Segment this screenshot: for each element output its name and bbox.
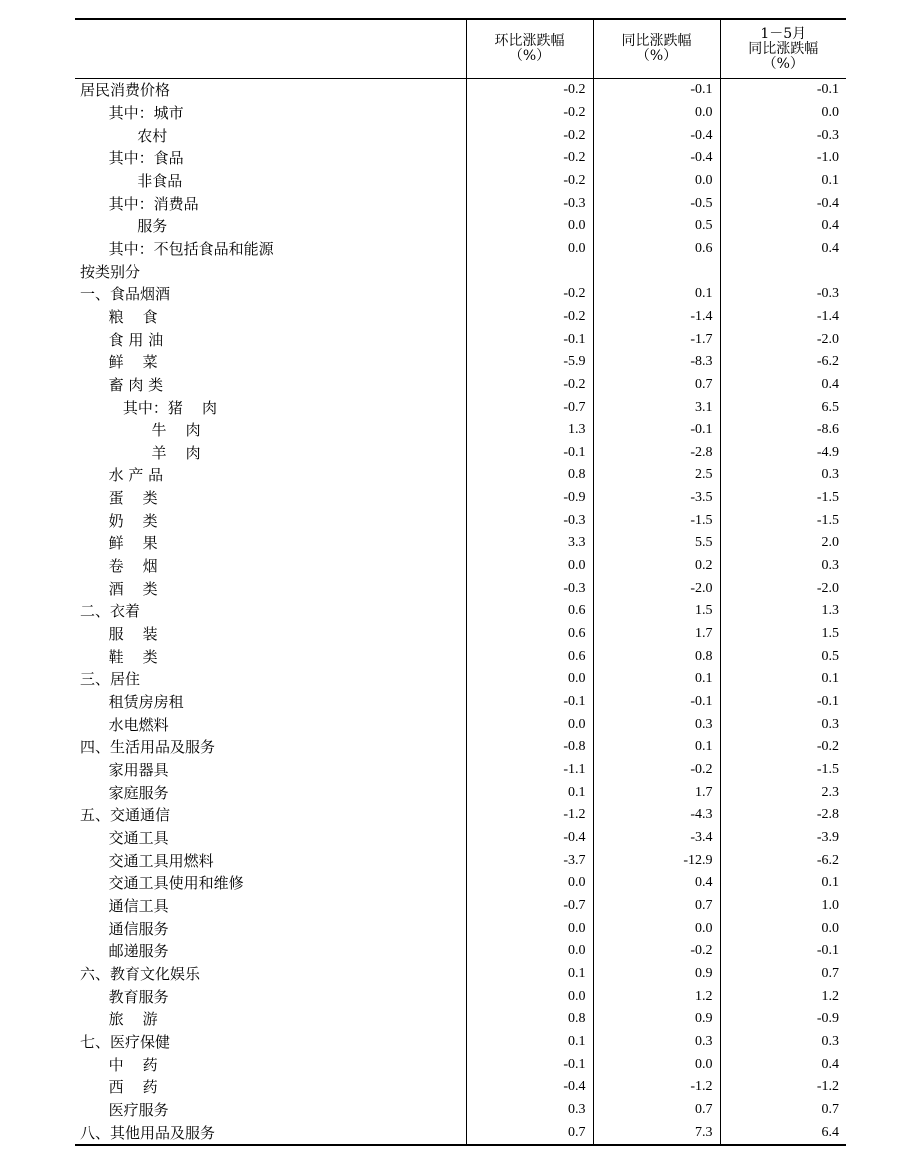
table-row — [75, 215, 846, 238]
mom-value: -0.3 — [466, 192, 593, 215]
header-mom-change — [466, 19, 593, 79]
mom-value: 0.0 — [466, 555, 593, 578]
ytd-value: -6.2 — [720, 849, 846, 872]
row-label: 鲜 菜 — [80, 353, 158, 372]
table-row — [75, 985, 846, 1008]
row-label: 二、衣着 — [80, 602, 141, 621]
table-row — [75, 170, 846, 193]
row-label: 五、交通通信 — [80, 806, 171, 825]
mom-value: 0.0 — [466, 215, 593, 238]
row-label: 旅 游 — [80, 1010, 158, 1029]
yoy-value: 0.9 — [593, 963, 720, 986]
yoy-value: 0.0 — [593, 917, 720, 940]
row-label: 酒 类 — [80, 579, 158, 598]
ytd-value: 2.0 — [720, 532, 846, 555]
mom-value: 0.0 — [466, 917, 593, 940]
ytd-value: 0.1 — [720, 668, 846, 691]
mom-value: 0.0 — [466, 872, 593, 895]
row-label: 水 产 品 — [80, 466, 164, 485]
yoy-value: -3.5 — [593, 487, 720, 510]
yoy-value: 0.2 — [593, 555, 720, 578]
mom-value: -0.7 — [466, 895, 593, 918]
row-label: 其中：消费品 — [80, 194, 199, 213]
row-label: 交通工具使用和维修 — [80, 874, 244, 893]
mom-value: -0.2 — [466, 147, 593, 170]
ytd-value: 0.5 — [720, 645, 846, 668]
ytd-value: 0.3 — [720, 1031, 846, 1054]
yoy-value: 0.1 — [593, 736, 720, 759]
yoy-value: -8.3 — [593, 351, 720, 374]
ytd-value: -8.6 — [720, 419, 846, 442]
ytd-value: -6.2 — [720, 351, 846, 374]
yoy-value: 0.7 — [593, 895, 720, 918]
table-row — [75, 1076, 846, 1099]
row-label: 一、食品烟酒 — [80, 285, 171, 304]
cpi-table-container — [75, 18, 846, 1146]
row-label: 牛 肉 — [80, 421, 201, 440]
mom-value: 0.3 — [466, 1099, 593, 1122]
yoy-value: -0.1 — [593, 79, 720, 102]
row-label: 中 药 — [80, 1055, 158, 1074]
row-label: 服务 — [80, 217, 168, 236]
header-ytd-line1: 1－5月 — [760, 25, 807, 42]
header-yoy-change — [593, 19, 720, 79]
mom-value: -0.3 — [466, 577, 593, 600]
yoy-value: -0.2 — [593, 759, 720, 782]
row-label: 八、其他用品及服务 — [75, 1121, 466, 1145]
ytd-value: -2.0 — [720, 577, 846, 600]
table-row — [75, 283, 846, 306]
row-label: 租赁房房租 — [80, 693, 184, 712]
mom-value: -0.2 — [466, 283, 593, 306]
mom-value: -0.2 — [466, 79, 593, 102]
mom-value: -0.2 — [466, 306, 593, 329]
row-label: 其中：城市 — [80, 103, 184, 122]
mom-value: -0.3 — [466, 509, 593, 532]
table-row — [75, 374, 846, 397]
row-label: 按类别分 — [80, 262, 141, 281]
row-label: 卷 烟 — [80, 557, 158, 576]
header-yoy-line2: （%） — [635, 48, 678, 64]
ytd-value: -0.1 — [720, 940, 846, 963]
ytd-value: 0.3 — [720, 555, 846, 578]
ytd-value: 0.3 — [720, 464, 846, 487]
mom-value: 3.3 — [466, 532, 593, 555]
table-row — [75, 917, 846, 940]
mom-value: -0.4 — [466, 827, 593, 850]
row-label: 六、教育文化娱乐 — [80, 964, 201, 983]
ytd-value: 1.2 — [720, 985, 846, 1008]
yoy-value: -0.4 — [593, 147, 720, 170]
ytd-value: 0.0 — [720, 102, 846, 125]
row-label: 四、生活用品及服务 — [80, 738, 216, 757]
row-label: 家庭服务 — [80, 783, 169, 802]
yoy-value: 0.1 — [593, 668, 720, 691]
yoy-value: 0.1 — [593, 283, 720, 306]
mom-value: 0.6 — [466, 600, 593, 623]
table-row — [75, 940, 846, 963]
yoy-value: -1.5 — [593, 509, 720, 532]
mom-value: 0.1 — [466, 781, 593, 804]
yoy-value: 1.7 — [593, 781, 720, 804]
ytd-value: 0.7 — [720, 1099, 846, 1122]
ytd-value: -0.1 — [720, 79, 846, 102]
yoy-value: -1.2 — [593, 1076, 720, 1099]
yoy-value: 0.7 — [593, 374, 720, 397]
ytd-value: -0.3 — [720, 124, 846, 147]
mom-value: -0.1 — [466, 442, 593, 465]
yoy-value: -1.7 — [593, 328, 720, 351]
mom-value: 0.8 — [466, 464, 593, 487]
mom-value: 0.1 — [466, 963, 593, 986]
table-row — [75, 532, 846, 555]
ytd-value: -1.0 — [720, 147, 846, 170]
table-row — [75, 79, 846, 102]
header-mom-line2: （%） — [508, 48, 551, 64]
row-label: 七、医疗保健 — [80, 1032, 171, 1051]
ytd-value: -2.8 — [720, 804, 846, 827]
ytd-value: -1.2 — [720, 1076, 846, 1099]
yoy-value: 0.3 — [593, 713, 720, 736]
yoy-value: 3.1 — [593, 396, 720, 419]
table-row — [75, 124, 846, 147]
yoy-value: 0.0 — [593, 102, 720, 125]
table-row — [75, 713, 846, 736]
mom-value: -0.1 — [466, 1053, 593, 1076]
table-row — [75, 487, 846, 510]
ytd-value: -1.4 — [720, 306, 846, 329]
row-label: 居民消费价格 — [80, 81, 171, 100]
yoy-value — [593, 260, 720, 283]
table-row — [75, 623, 846, 646]
row-label: 食 用 油 — [80, 330, 164, 349]
yoy-value: 1.5 — [593, 600, 720, 623]
ytd-value: -1.5 — [720, 759, 846, 782]
yoy-value: 0.7 — [593, 1099, 720, 1122]
ytd-value: 0.4 — [720, 374, 846, 397]
yoy-value: -4.3 — [593, 804, 720, 827]
row-label: 鞋 类 — [80, 647, 158, 666]
table-row — [75, 736, 846, 759]
mom-value: -0.2 — [466, 102, 593, 125]
yoy-value: 0.5 — [593, 215, 720, 238]
mom-value: -0.4 — [466, 1076, 593, 1099]
table-row — [75, 781, 846, 804]
table-row — [75, 645, 846, 668]
table-row — [75, 1008, 846, 1031]
table-row — [75, 1099, 846, 1122]
header-ytd-yoy-change — [720, 19, 846, 79]
mom-value: -0.7 — [466, 396, 593, 419]
yoy-value: 0.0 — [593, 1053, 720, 1076]
yoy-value: -12.9 — [593, 849, 720, 872]
table-body — [75, 79, 846, 1145]
ytd-value: 1.0 — [720, 895, 846, 918]
ytd-value: 6.5 — [720, 396, 846, 419]
row-label: 其中：食品 — [80, 149, 184, 168]
mom-value: -0.1 — [466, 691, 593, 714]
yoy-value: -0.1 — [593, 691, 720, 714]
yoy-value: -3.4 — [593, 827, 720, 850]
row-label: 家用器具 — [80, 761, 169, 780]
yoy-value: 5.5 — [593, 532, 720, 555]
table-row — [75, 351, 846, 374]
ytd-value: 0.4 — [720, 238, 846, 261]
mom-value: 0.6 — [466, 623, 593, 646]
row-label: 交通工具用燃料 — [80, 851, 214, 870]
row-label: 畜 肉 类 — [80, 375, 164, 394]
row-label: 非食品 — [80, 171, 183, 190]
row-label: 其中：不包括食品和能源 — [80, 239, 274, 258]
yoy-value: 2.5 — [593, 464, 720, 487]
row-label: 医疗服务 — [80, 1100, 169, 1119]
header-ytd-line2: 同比涨跌幅 — [748, 40, 819, 57]
table-row — [75, 963, 846, 986]
yoy-value: 1.2 — [593, 985, 720, 1008]
row-label: 水电燃料 — [80, 715, 169, 734]
yoy-value: -0.4 — [593, 124, 720, 147]
ytd-value: 0.1 — [720, 170, 846, 193]
table-header — [75, 19, 846, 79]
ytd-value: -3.9 — [720, 827, 846, 850]
table-row — [75, 442, 846, 465]
header-row — [75, 19, 846, 79]
ytd-value: 0.3 — [720, 713, 846, 736]
ytd-value: 1.5 — [720, 623, 846, 646]
table-row — [75, 328, 846, 351]
yoy-value: 7.3 — [593, 1121, 720, 1145]
table-row — [75, 396, 846, 419]
table-row — [75, 827, 846, 850]
yoy-value: 0.4 — [593, 872, 720, 895]
ytd-value: -0.3 — [720, 283, 846, 306]
table-row — [75, 306, 846, 329]
table-row — [75, 1053, 846, 1076]
yoy-value: 0.6 — [593, 238, 720, 261]
row-label: 羊 肉 — [80, 443, 201, 462]
mom-value: 0.0 — [466, 668, 593, 691]
header-ytd-line3: （%） — [762, 55, 804, 72]
table-row — [75, 102, 846, 125]
header-blank-cell — [75, 19, 466, 79]
ytd-value: -0.2 — [720, 736, 846, 759]
yoy-value: 0.9 — [593, 1008, 720, 1031]
mom-value: -3.7 — [466, 849, 593, 872]
yoy-value: 0.3 — [593, 1031, 720, 1054]
ytd-value: 0.0 — [720, 917, 846, 940]
table-row — [75, 464, 846, 487]
header-yoy-line1: 同比涨跌幅 — [621, 33, 692, 49]
table-row — [75, 1121, 846, 1145]
table-row — [75, 509, 846, 532]
yoy-value: -2.0 — [593, 577, 720, 600]
ytd-value: -0.1 — [720, 691, 846, 714]
mom-value: 0.0 — [466, 985, 593, 1008]
yoy-value: 0.0 — [593, 170, 720, 193]
row-label: 粮 食 — [80, 307, 158, 326]
table-row — [75, 1031, 846, 1054]
yoy-value: -2.8 — [593, 442, 720, 465]
row-label: 奶 类 — [80, 511, 158, 530]
row-label: 鲜 果 — [80, 534, 158, 553]
ytd-value: 6.4 — [720, 1121, 846, 1145]
table-row — [75, 691, 846, 714]
table-row — [75, 668, 846, 691]
row-label: 其中：猪 肉 — [80, 398, 217, 417]
ytd-value: -2.0 — [720, 328, 846, 351]
table-row — [75, 260, 846, 283]
mom-value: 0.0 — [466, 713, 593, 736]
mom-value: -0.8 — [466, 736, 593, 759]
mom-value: 0.1 — [466, 1031, 593, 1054]
yoy-value: -0.5 — [593, 192, 720, 215]
row-label: 教育服务 — [80, 987, 169, 1006]
header-mom-line1: 环比涨跌幅 — [494, 33, 565, 49]
mom-value: -0.2 — [466, 374, 593, 397]
ytd-value — [720, 260, 846, 283]
row-label: 服 装 — [80, 625, 158, 644]
yoy-value: 1.7 — [593, 623, 720, 646]
ytd-value: 1.3 — [720, 600, 846, 623]
mom-value: -1.1 — [466, 759, 593, 782]
ytd-value: -1.5 — [720, 487, 846, 510]
ytd-value: -0.4 — [720, 192, 846, 215]
mom-value: -0.9 — [466, 487, 593, 510]
row-label: 蛋 类 — [80, 489, 158, 508]
yoy-value: -0.1 — [593, 419, 720, 442]
mom-value — [466, 260, 593, 283]
table-row — [75, 192, 846, 215]
table-row — [75, 895, 846, 918]
mom-value: -1.2 — [466, 804, 593, 827]
table-row — [75, 849, 846, 872]
yoy-value: -1.4 — [593, 306, 720, 329]
cpi-table — [75, 18, 846, 1146]
ytd-value: 0.7 — [720, 963, 846, 986]
mom-value: 0.0 — [466, 238, 593, 261]
ytd-value: -4.9 — [720, 442, 846, 465]
table-row — [75, 872, 846, 895]
table-row — [75, 555, 846, 578]
ytd-value: -1.5 — [720, 509, 846, 532]
mom-value: -5.9 — [466, 351, 593, 374]
mom-value: 0.0 — [466, 940, 593, 963]
row-label: 邮递服务 — [80, 942, 169, 961]
ytd-value: 2.3 — [720, 781, 846, 804]
table-row — [75, 147, 846, 170]
row-label: 三、居住 — [80, 670, 141, 689]
mom-value: -0.1 — [466, 328, 593, 351]
mom-value: 1.3 — [466, 419, 593, 442]
row-label: 通信工具 — [80, 896, 169, 915]
ytd-value: 0.1 — [720, 872, 846, 895]
ytd-value: 0.4 — [720, 215, 846, 238]
mom-value: -0.2 — [466, 170, 593, 193]
row-label: 交通工具 — [80, 828, 169, 847]
row-label: 西 药 — [80, 1078, 158, 1097]
row-label: 通信服务 — [80, 919, 169, 938]
table-row — [75, 419, 846, 442]
yoy-value: 0.8 — [593, 645, 720, 668]
mom-value: -0.2 — [466, 124, 593, 147]
ytd-value: -0.9 — [720, 1008, 846, 1031]
table-row — [75, 238, 846, 261]
mom-value: 0.8 — [466, 1008, 593, 1031]
table-row — [75, 577, 846, 600]
table-row — [75, 804, 846, 827]
yoy-value: -0.2 — [593, 940, 720, 963]
row-label: 农村 — [80, 126, 168, 145]
table-row — [75, 600, 846, 623]
mom-value: 0.7 — [466, 1121, 593, 1145]
table-row — [75, 759, 846, 782]
mom-value: 0.6 — [466, 645, 593, 668]
ytd-value: 0.4 — [720, 1053, 846, 1076]
